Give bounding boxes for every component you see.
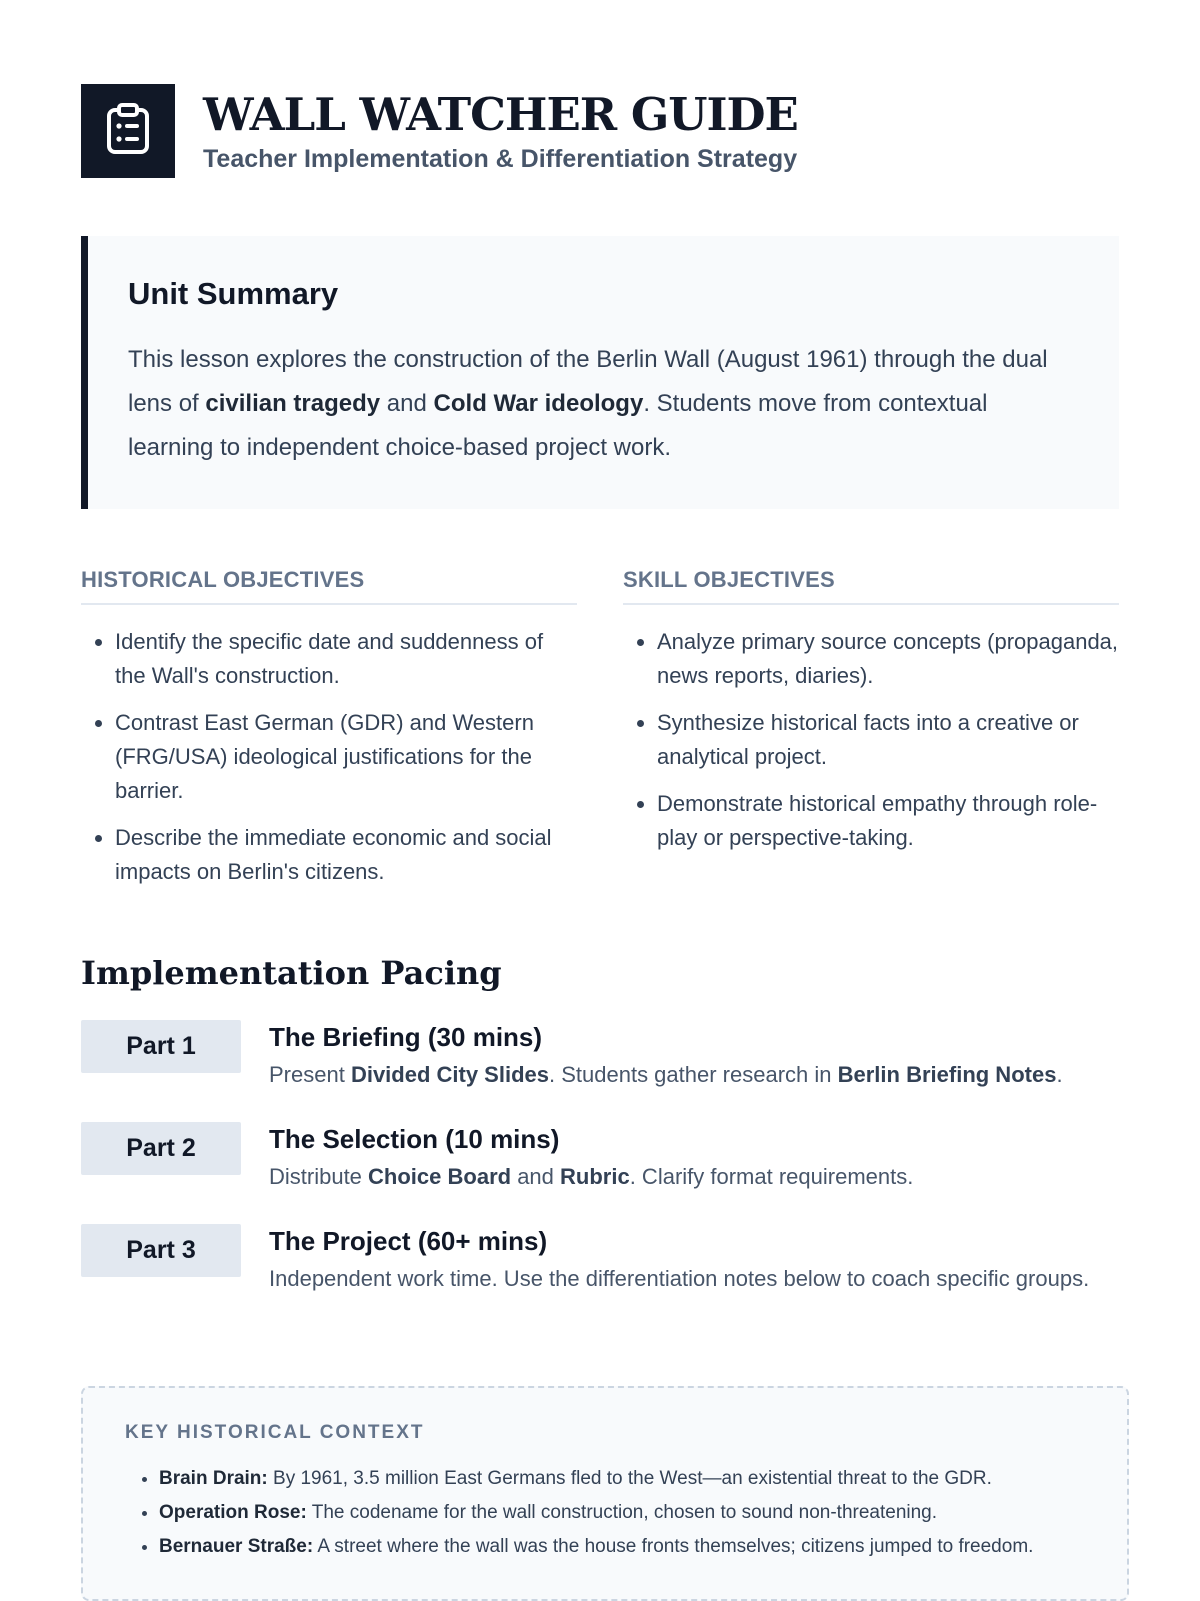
- pacing-list: [81, 1020, 1119, 1296]
- pacing-body: [269, 1020, 1063, 1092]
- pacing-heading: Implementation Pacing: [81, 954, 502, 992]
- key-context-heading: KEY HISTORICAL CONTEXT: [125, 1422, 425, 1443]
- objectives-section: [81, 567, 1119, 902]
- pacing-row-part-1: [81, 1020, 1119, 1092]
- pacing-body: [269, 1224, 1089, 1296]
- historical-objectives: [81, 567, 577, 902]
- header-text: [203, 89, 798, 174]
- list-item: • Identify the specific date and suddenness of the Wall's construction.: [115, 625, 577, 693]
- desc-bold: Divided City Slides: [350, 1062, 549, 1087]
- list-item: • Analyze primary source concepts (propaganda, news reports, diaries).: [657, 625, 1119, 693]
- page-title: WALL WATCHER GUIDE: [203, 87, 798, 141]
- unit-summary-panel: [81, 236, 1119, 509]
- unit-summary-heading: Unit Summary: [128, 276, 339, 311]
- context-term: Bernauer Straße:: [159, 1536, 314, 1557]
- list-item: • Synthesize historical facts into a creative or analytical project.: [657, 706, 1119, 774]
- page-header: [81, 84, 1119, 178]
- pacing-title: The Project (60+ mins): [269, 1226, 548, 1256]
- page-subtitle: Teacher Implementation & Differentiation Strategy: [203, 144, 798, 173]
- context-text: By 1961, 3.5 million East Germans fled to the West—an existential threat to the GDR.: [267, 1468, 992, 1489]
- summary-bold-civilian: civilian tragedy: [205, 390, 381, 417]
- pacing-description: [269, 1058, 1063, 1092]
- skill-objectives: [623, 567, 1119, 902]
- list-item: • Contrast East German (GDR) and Western (FRG/USA) ideological justifications for the barrier.: [115, 706, 577, 808]
- pacing-title: The Briefing (30 mins): [269, 1022, 543, 1052]
- desc-text: . Clarify format requirements.: [629, 1164, 914, 1189]
- summary-text-part: . Students move from contextual learning to independent choice-based project work.: [128, 390, 988, 461]
- context-text: The codename for the wall construction, chosen to sound non-threatening.: [306, 1502, 938, 1523]
- logo-badge: [81, 84, 175, 178]
- desc-text: . Students gather research in: [549, 1062, 838, 1087]
- pacing-description: [269, 1160, 913, 1194]
- key-context-panel: [81, 1386, 1129, 1601]
- desc-bold: Rubric: [560, 1164, 630, 1189]
- pacing-description: Independent work time. Use the differentiation notes below to coach specific groups.: [269, 1266, 1090, 1291]
- skill-objectives-list: [623, 625, 1119, 855]
- list-item: [159, 1530, 1085, 1564]
- context-term: Brain Drain:: [159, 1468, 268, 1489]
- key-context-list: [125, 1462, 1085, 1564]
- context-term: Operation Rose:: [159, 1502, 307, 1523]
- historical-objectives-heading: HISTORICAL OBJECTIVES: [81, 567, 577, 605]
- desc-text: and: [511, 1164, 561, 1189]
- summary-text-part: This lesson explores the construction of the Berlin Wall (August 1961) through the dual lens of: [128, 346, 1048, 417]
- part-badge: Part 3: [81, 1224, 241, 1277]
- pacing-row-part-2: [81, 1122, 1119, 1194]
- pacing-row-part-3: [81, 1224, 1119, 1296]
- skill-objectives-heading: SKILL OBJECTIVES: [623, 567, 1119, 605]
- part-badge: Part 2: [81, 1122, 241, 1175]
- pacing-title: The Selection (10 mins): [269, 1124, 560, 1154]
- desc-text: .: [1056, 1062, 1063, 1087]
- unit-summary-text: [128, 338, 1079, 470]
- list-item: [159, 1462, 1085, 1496]
- desc-bold: Berlin Briefing Notes: [837, 1062, 1057, 1087]
- clipboard-icon: [106, 103, 150, 160]
- summary-bold-ideology: Cold War ideology: [433, 390, 644, 417]
- part-badge: Part 1: [81, 1020, 241, 1073]
- historical-objectives-list: [81, 625, 577, 889]
- summary-text-part: and: [380, 390, 434, 417]
- list-item: • Describe the immediate economic and social impacts on Berlin's citizens.: [115, 821, 577, 889]
- pacing-body: [269, 1122, 913, 1194]
- list-item: • Demonstrate historical empathy through role-play or perspective-taking.: [657, 787, 1119, 855]
- context-text: A street where the wall was the house fronts themselves; citizens jumped to freedom.: [313, 1536, 1034, 1557]
- desc-bold: Choice Board: [368, 1164, 512, 1189]
- list-item: [159, 1496, 1085, 1530]
- desc-text: Distribute: [269, 1164, 369, 1189]
- desc-text: Present: [269, 1062, 351, 1087]
